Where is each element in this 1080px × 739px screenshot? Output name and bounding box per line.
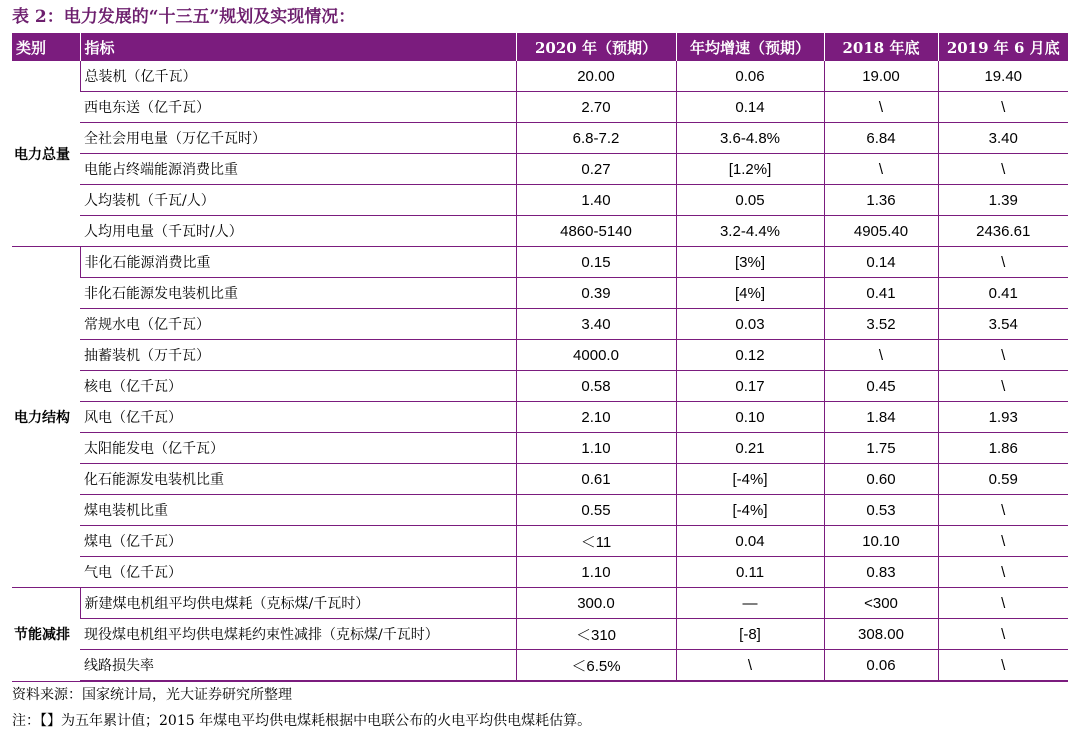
indicator-cell: 非化石能源消费比重 [80,247,516,278]
indicator-cell: 非化石能源发电装机比重 [80,278,516,309]
value-2019-cell: \ [938,92,1068,123]
growth-cell: 3.6-4.8% [676,123,824,154]
value-2019-cell: \ [938,650,1068,682]
indicator-cell: 西电东送（亿千瓦） [80,92,516,123]
table-row [12,495,1068,526]
target-2020-cell: 300.0 [516,588,676,619]
target-2020-cell: 4000.0 [516,340,676,371]
value-2018-cell: 0.06 [824,650,938,682]
category-cell: 电力结构 [12,247,80,588]
value-2018-cell: \ [824,154,938,185]
indicator-cell: 常规水电（亿千瓦） [80,309,516,340]
value-2018-cell: 1.84 [824,402,938,433]
target-2020-cell: ＜310 [516,619,676,650]
table-body [12,61,1068,681]
growth-cell: [-8] [676,619,824,650]
source-note: 资料来源：国家统计局，光大证券研究所整理 [12,687,292,703]
indicator-cell: 人均装机（千瓦/人） [80,185,516,216]
growth-cell: [4%] [676,278,824,309]
indicator-cell: 气电（亿千瓦） [80,557,516,588]
value-2018-cell: \ [824,340,938,371]
table-row [12,123,1068,154]
target-2020-cell: 2.70 [516,92,676,123]
category-cell: 电力总量 [12,61,80,247]
table-row [12,526,1068,557]
value-2019-cell: 3.40 [938,123,1068,154]
value-2019-cell: 1.93 [938,402,1068,433]
target-2020-cell: 0.15 [516,247,676,278]
footnote: 注：【】为五年累计值；2015 年煤电平均供电煤耗根据中电联公布的火电平均供电煤耗估算。 [12,713,592,729]
value-2018-cell: 1.36 [824,185,938,216]
value-2018-cell: 1.75 [824,433,938,464]
table-row [12,92,1068,123]
value-2019-cell: 1.39 [938,185,1068,216]
growth-cell: 0.11 [676,557,824,588]
target-2020-cell: 0.61 [516,464,676,495]
indicator-cell: 化石能源发电装机比重 [80,464,516,495]
planning-table [12,33,1068,682]
indicator-cell: 线路损失率 [80,650,516,682]
indicator-cell: 风电（亿千瓦） [80,402,516,433]
value-2019-cell: 0.41 [938,278,1068,309]
table-row [12,61,1068,92]
value-2019-cell: \ [938,154,1068,185]
table-row [12,402,1068,433]
growth-cell: 0.12 [676,340,824,371]
value-2019-cell: 3.54 [938,309,1068,340]
indicator-cell: 抽蓄装机（万千瓦） [80,340,516,371]
value-2018-cell: 0.41 [824,278,938,309]
table-row [12,433,1068,464]
indicator-cell: 煤电（亿千瓦） [80,526,516,557]
target-2020-cell: 1.10 [516,433,676,464]
table-title: 表 2：电力发展的“十三五”规划及实现情况： [12,7,356,27]
value-2019-cell: 1.86 [938,433,1068,464]
target-2020-cell: 6.8-7.2 [516,123,676,154]
target-2020-cell: ＜6.5% [516,650,676,682]
target-2020-cell: 4860-5140 [516,216,676,247]
growth-cell: 0.17 [676,371,824,402]
growth-cell: \ [676,650,824,682]
target-2020-cell: 0.58 [516,371,676,402]
value-2018-cell: 4905.40 [824,216,938,247]
growth-cell: 0.03 [676,309,824,340]
indicator-cell: 总装机（亿千瓦） [80,61,516,92]
value-2019-cell: \ [938,340,1068,371]
value-2019-cell: \ [938,557,1068,588]
value-2018-cell: \ [824,92,938,123]
table-row [12,216,1068,247]
value-2019-cell: \ [938,619,1068,650]
value-2018-cell: 3.52 [824,309,938,340]
value-2019-cell: \ [938,588,1068,619]
value-2019-cell: \ [938,495,1068,526]
header-2020-target: 2020 年（预期） [516,33,676,61]
growth-cell: 0.14 [676,92,824,123]
growth-cell: [-4%] [676,464,824,495]
table-row [12,185,1068,216]
value-2018-cell: 0.53 [824,495,938,526]
value-2018-cell: 308.00 [824,619,938,650]
target-2020-cell: ＜11 [516,526,676,557]
table-row [12,371,1068,402]
value-2019-cell: \ [938,247,1068,278]
growth-cell: 0.05 [676,185,824,216]
growth-cell: 3.2-4.4% [676,216,824,247]
table-row [12,557,1068,588]
header-2018-end: 2018 年底 [824,33,938,61]
value-2018-cell: 0.60 [824,464,938,495]
value-2019-cell: \ [938,371,1068,402]
header-2019-june: 2019 年 6 月底 [938,33,1068,61]
target-2020-cell: 20.00 [516,61,676,92]
target-2020-cell: 0.55 [516,495,676,526]
value-2019-cell: \ [938,526,1068,557]
value-2018-cell: 0.83 [824,557,938,588]
header-indicator: 指标 [80,33,516,61]
growth-cell: 0.21 [676,433,824,464]
value-2018-cell: 6.84 [824,123,938,154]
table-row [12,588,1068,619]
value-2018-cell: 0.45 [824,371,938,402]
value-2018-cell: 10.10 [824,526,938,557]
value-2019-cell: 0.59 [938,464,1068,495]
indicator-cell: 新建煤电机组平均供电煤耗（克标煤/千瓦时） [80,588,516,619]
growth-cell: [3%] [676,247,824,278]
category-cell: 节能减排 [12,588,80,682]
table-row [12,340,1068,371]
table-row [12,650,1068,682]
header-category: 类别 [12,33,80,61]
indicator-cell: 人均用电量（千瓦时/人） [80,216,516,247]
indicator-cell: 现役煤电机组平均供电煤耗约束性减排（克标煤/千瓦时） [80,619,516,650]
header-row [12,33,1068,61]
table-row [12,154,1068,185]
indicator-cell: 核电（亿千瓦） [80,371,516,402]
target-2020-cell: 3.40 [516,309,676,340]
indicator-cell: 煤电装机比重 [80,495,516,526]
indicator-cell: 电能占终端能源消费比重 [80,154,516,185]
value-2018-cell: 19.00 [824,61,938,92]
indicator-cell: 太阳能发电（亿千瓦） [80,433,516,464]
table-row [12,464,1068,495]
growth-cell: — [676,588,824,619]
target-2020-cell: 0.39 [516,278,676,309]
growth-cell: 0.10 [676,402,824,433]
value-2019-cell: 19.40 [938,61,1068,92]
growth-cell: 0.04 [676,526,824,557]
value-2018-cell: <300 [824,588,938,619]
table-row [12,619,1068,650]
table-row [12,309,1068,340]
value-2018-cell: 0.14 [824,247,938,278]
growth-cell: [-4%] [676,495,824,526]
target-2020-cell: 2.10 [516,402,676,433]
target-2020-cell: 1.10 [516,557,676,588]
growth-cell: 0.06 [676,61,824,92]
header-annual-growth: 年均增速（预期） [676,33,824,61]
target-2020-cell: 0.27 [516,154,676,185]
target-2020-cell: 1.40 [516,185,676,216]
growth-cell: [1.2%] [676,154,824,185]
indicator-cell: 全社会用电量（万亿千瓦时） [80,123,516,154]
value-2019-cell: 2436.61 [938,216,1068,247]
table-row [12,278,1068,309]
table-row [12,247,1068,278]
